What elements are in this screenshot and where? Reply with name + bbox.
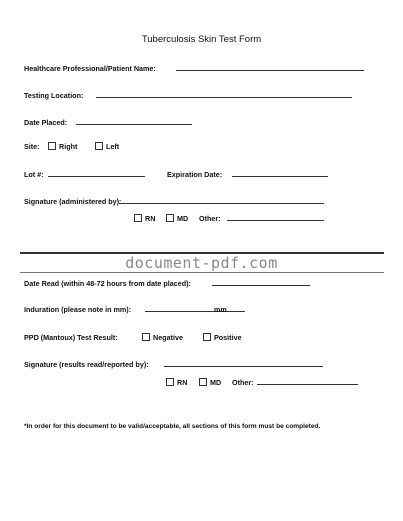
date-read-field[interactable] [212, 285, 310, 286]
reported-other-label: Other: [232, 378, 254, 387]
validity-footnote: *In order for this document to be valid/acceptable, all sections of this form must be completed. [24, 423, 321, 430]
reported-rn-label: RN [177, 378, 188, 387]
site-right-label: Right [59, 142, 78, 151]
section-divider-lower [20, 272, 384, 273]
date-read-label: Date Read (within 48-72 hours from date placed): [24, 279, 191, 288]
reported-md-checkbox[interactable] [199, 378, 207, 386]
result-negative-checkbox[interactable] [142, 333, 150, 341]
lot-number-field[interactable] [48, 176, 145, 177]
test-result-label: PPD (Mantoux) Test Result: [24, 333, 118, 342]
watermark-text: document-pdf.com [125, 254, 278, 272]
patient-name-field[interactable] [176, 70, 364, 71]
result-positive-checkbox[interactable] [203, 333, 211, 341]
site-left-checkbox[interactable] [95, 142, 103, 150]
lot-number-label: Lot #: [24, 170, 44, 179]
site-left-label: Left [106, 142, 120, 151]
site-right-checkbox[interactable] [48, 142, 56, 150]
administered-rn-label: RN [145, 214, 156, 223]
signature-reported-label: Signature (results read/reported by): [24, 360, 149, 369]
administered-other-label: Other: [199, 214, 221, 223]
induration-unit: mm [214, 305, 227, 314]
reported-other-field[interactable] [257, 384, 358, 385]
site-label: Site: [24, 142, 40, 151]
date-placed-field[interactable] [76, 124, 192, 125]
reported-md-label: MD [210, 378, 222, 387]
administered-md-checkbox[interactable] [166, 214, 174, 222]
induration-field[interactable] [145, 311, 245, 312]
form-title: Tuberculosis Skin Test Form [141, 34, 262, 45]
patient-name-label: Healthcare Professional/Patient Name: [24, 64, 156, 73]
signature-administered-field[interactable] [119, 203, 324, 204]
expiration-date-label: Expiration Date: [167, 170, 223, 179]
result-positive-label: Positive [214, 333, 242, 342]
testing-location-field[interactable] [96, 97, 352, 98]
expiration-date-field[interactable] [232, 176, 328, 177]
result-negative-label: Negative [153, 333, 183, 342]
induration-label: Induration (please note in mm): [24, 305, 132, 314]
signature-reported-field[interactable] [164, 366, 323, 367]
administered-md-label: MD [177, 214, 189, 223]
administered-other-field[interactable] [227, 220, 324, 221]
administered-rn-checkbox[interactable] [134, 214, 142, 222]
date-placed-label: Date Placed: [24, 118, 68, 127]
testing-location-label: Testing Location: [24, 91, 84, 100]
signature-administered-label: Signature (administered by): [24, 197, 122, 206]
reported-rn-checkbox[interactable] [166, 378, 174, 386]
